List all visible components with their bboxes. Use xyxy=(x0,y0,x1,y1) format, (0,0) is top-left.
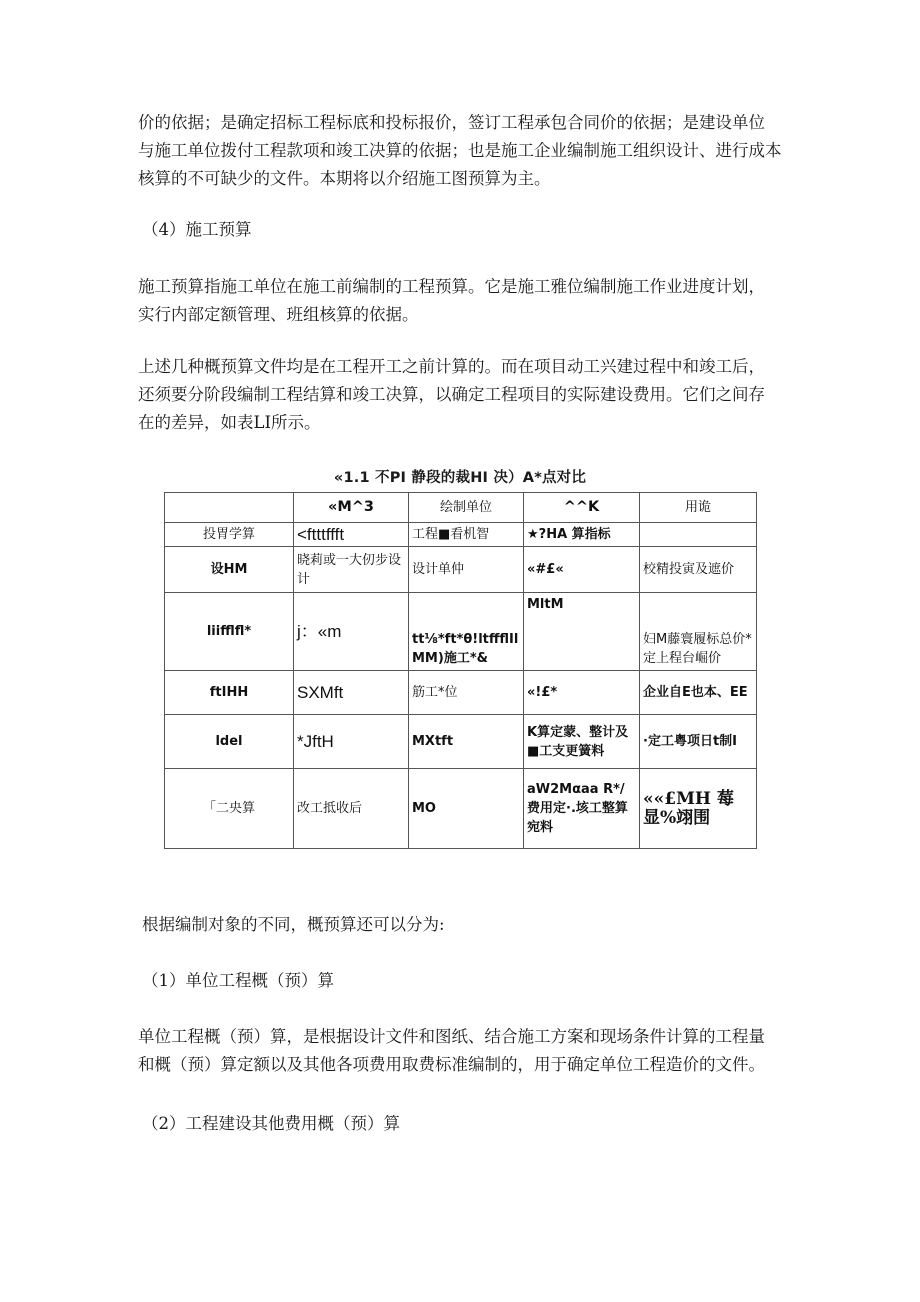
header-cell: 绘制单位 xyxy=(409,493,524,523)
table-cell: j：«m xyxy=(294,593,409,671)
text-line: 核算的不可缺少的文件。本期将以介绍施工图预算为主。 xyxy=(138,169,551,188)
table-cell: «!£* xyxy=(524,671,640,715)
table-cell: ldel xyxy=(165,715,294,769)
text-line: 价的依据；是确定招标工程标底和投标报价，签订工程承包合同价的依据；是建设单位 xyxy=(138,113,765,132)
section-heading-construction-budget: （4）施工预算 xyxy=(142,220,252,239)
table-cell: liifflfl* xyxy=(165,593,294,671)
construction-budget-paragraph xyxy=(138,273,788,329)
table-cell: 「二央算 xyxy=(165,769,294,849)
table-cell: «#£« xyxy=(524,547,640,593)
table-cell: MltM xyxy=(524,593,640,671)
table-cell: 校精投寅及遮价 xyxy=(640,547,757,593)
table-row xyxy=(165,715,757,769)
table-cell: MO xyxy=(409,769,524,849)
table-cell: 改工抵收后 xyxy=(294,769,409,849)
section-heading-unit-project: （1）单位工程概（预）算 xyxy=(142,971,334,990)
table-cell: <ftttffft xyxy=(294,523,409,547)
header-cell: «M^3 xyxy=(294,493,409,523)
table-cell: 企业自E也本、EE xyxy=(640,671,757,715)
table-cell: ftIHH xyxy=(165,671,294,715)
table-cell: 筋工*位 xyxy=(409,671,524,715)
table-cell xyxy=(640,523,757,547)
table-cell: MXtft xyxy=(409,715,524,769)
header-cell: 用诡 xyxy=(640,493,757,523)
table-row xyxy=(165,671,757,715)
text-line: 还须要分阶段编制工程结算和竣工决算，以确定工程项目的实际建设费用。它们之间存 xyxy=(138,385,765,404)
table-cell: SXMft xyxy=(294,671,409,715)
table-cell: 设HM xyxy=(165,547,294,593)
text-line: 上述几种概预算文件均是在工程开工之前计算的。而在项目动工兴建过程中和竣工后， xyxy=(138,357,765,376)
table-cell: 工程■看机智 xyxy=(409,523,524,547)
intro-paragraph xyxy=(138,109,788,193)
table-caption: «1.1 不PI 静段的裁HI 决）A*点对比 xyxy=(333,470,587,486)
table-cell: 妇M藤寰履标总价*定上程台崛价 xyxy=(640,593,757,671)
table-row xyxy=(165,769,757,849)
text-line: 与施工单位拨付工程款项和竣工决算的依据；也是施工企业编制施工组织设计、进行成本 xyxy=(138,141,782,160)
table-cell: ««£MH 莓显%翊围 xyxy=(640,769,757,849)
table-cell: *JftH xyxy=(294,715,409,769)
text-line: 施工预算指施工单位在施工前编制的工程预算。它是施工雅位编制施工作业进度计划， xyxy=(138,277,765,296)
classification-intro: 根据编制对象的不同，概预算还可以分为: xyxy=(142,915,445,934)
table-header-row xyxy=(165,493,757,523)
comparison-table xyxy=(164,492,757,849)
text-line: 实行内部定额管理、班组核算的依据。 xyxy=(138,305,419,324)
table-row xyxy=(165,523,757,547)
table-row xyxy=(165,593,757,671)
summary-paragraph xyxy=(138,353,788,437)
table-cell: 投胃学算 xyxy=(165,523,294,547)
unit-project-paragraph xyxy=(138,1023,788,1079)
table-cell: ★?HA 算指标 xyxy=(524,523,640,547)
table-cell: K算定蒙、整计及■工支更簧料 xyxy=(524,715,640,769)
text-line: 在的差异，如表LI所示。 xyxy=(138,413,321,432)
table-cell: ·定工粤项日t制I xyxy=(640,715,757,769)
text-line: 和概（预）算定额以及其他各项费用取费标准编制的，用于确定单位工程造价的文件。 xyxy=(138,1055,765,1074)
table-row xyxy=(165,547,757,593)
header-cell xyxy=(165,493,294,523)
table-cell: 设计单仲 xyxy=(409,547,524,593)
header-cell: ^^K xyxy=(524,493,640,523)
section-heading-other-costs: （2）工程建设其他费用概（预）算 xyxy=(142,1114,400,1133)
table-cell: tt⅛*ft*θ!ltffflIlMM)施工*& xyxy=(409,593,524,671)
table-cell: 晓莉或一大仞步设计 xyxy=(294,547,409,593)
text-line: 单位工程概（预）算，是根据设计文件和图纸、结合施工方案和现场条件计算的工程量 xyxy=(138,1027,765,1046)
table-cell: aW2Mαaa R*/费用定·.垓工整算宛料 xyxy=(524,769,640,849)
